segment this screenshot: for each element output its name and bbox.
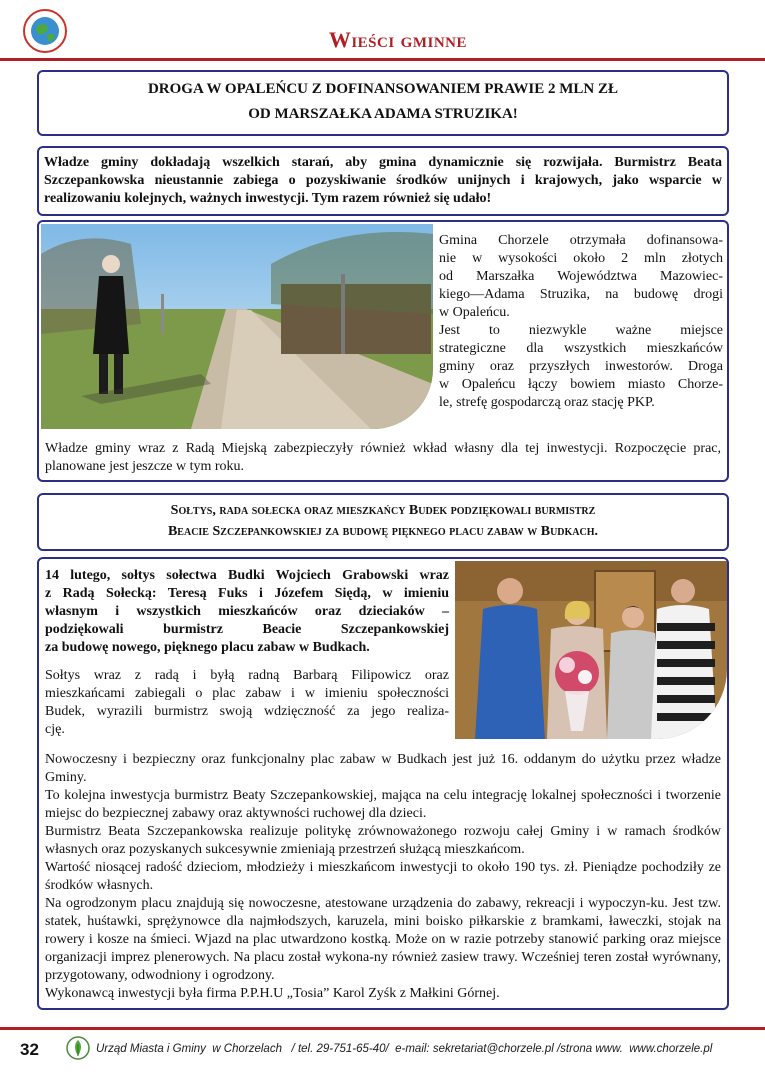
article2-lead-line: 14 lutego, sołtys sołectwa Budki Wojciech Grabowski wraz	[45, 568, 449, 583]
article2-paragraph: Nowoczesny i bezpieczny oraz funkcjonalny plac zabaw w Budkach jest już 16. oddanym do użytku przez władze Gminy.	[45, 752, 721, 785]
article1-body-line: gminy oraz przyszłych inwestorów. Droga	[439, 359, 723, 374]
article2-lead-line: własnym i wszystkich mieszkańców oraz dzieciaków –	[45, 604, 449, 619]
footer-logo-icon	[66, 1036, 90, 1060]
article1-body	[439, 232, 723, 412]
article1-body-line: Jest to niezwykle ważne miejsce	[439, 323, 723, 338]
group-photo	[455, 561, 727, 739]
article1-lead-box	[37, 146, 729, 216]
article1-headline-line2: OD MARSZAŁKA ADAMA STRUZIKA!	[248, 106, 518, 122]
article1-body-line: w Opaleńcu.	[439, 305, 510, 320]
article2-para1-line: Sołtys wraz z radą i byłą radną Barbarą Filipowicz oraz	[45, 668, 449, 683]
header-rule	[0, 58, 765, 61]
article2-body-box	[37, 557, 729, 1010]
header-logo	[22, 8, 68, 54]
article2-para1-line: cję.	[45, 722, 65, 737]
article2-lead-line: z Radą Sołecką: Teresą Fuks i Józefem Siędą, w imieniu	[45, 586, 449, 601]
article2-paragraph: Burmistrz Beata Szczepankowska realizuje politykę zrównoważonego rozwoju całej Gminy i w ramach środków własnych oraz pozyskanych sukcesywnie zmieniają przestrzeń służącą mieszkańcom.	[45, 824, 721, 857]
article1-body-line: strategiczne dla wszystkich mieszkańców	[439, 341, 723, 356]
article1-body-line: kiego—Adama Struzika, na budowę drogi	[439, 287, 723, 302]
article1-body-line: nie w wysokości około 2 mln złotych	[439, 251, 723, 266]
article2-para1	[45, 667, 449, 739]
article2-paragraph: Wykonawcą inwestycji była firma P.P.H.U „Tosia” Karol Zyśk z Małkini Górnej.	[45, 986, 500, 1001]
article1-headline-line1: DROGA W OPALEŃCU Z DOFINANSOWANIEM PRAWIE 2 MLN ZŁ	[147, 81, 619, 97]
article2-lead-line: za budowę nowego, pięknego placu zabaw w Budkach.	[45, 640, 370, 655]
footer-contact: Urząd Miasta i Gminy w Chorzelach / tel. 29-751-65-40/ e-mail: sekretariat@chorzele.pl /strona www. www.chorzele.pl	[96, 1043, 713, 1055]
article2-lead	[45, 567, 449, 657]
article1-body-line: od Marszałka Województwa Mazowiec-	[439, 269, 723, 284]
article2-headline-line1: Sołtys, rada sołecka oraz mieszkańcy Budek podziękowali burmistrz	[170, 503, 596, 518]
article2-para1-line: Budek, wyrazili burmistrz swoją wdzięczność za jego realiza-	[45, 704, 449, 719]
section-title: Wieści gminne	[328, 27, 467, 52]
article1-lead: Władze gminy dokładają wszelkich starań, aby gmina dynamicznie się rozwijała. Burmistrz Beata Szczepankowska nieustannie zabiega o pozyskiwanie środków unijnych i krajowych, jako wsparcie w realizowaniu kolejnych, ważnych inwestycji. Tym razem również się udało!	[44, 155, 722, 206]
article2-paragraph: Na ogrodzonym placu znajdują się nowoczesne, atestowane urządzenia do zabawy, rekreacji i wypoczyn-ku. Jest tzw. statek, huśtawki, sprężynowce dla najmłodszych, karuzela, mini boisko piłkarskie z bramkami, ławeczki, stojak na rowery i kosze na śmieci. Wjazd na plac utwardzono kostką. Może on w razie potrzeby stanowić parking oraz miejsce organizacji imprez plenerowych. Na placu został wykona-ny również zasiew trawy. Wcześniej teren został wyrównany, przygotowany, odwodniony i ogrodzony.	[45, 896, 721, 983]
article2-paragraph: To kolejna inwestycja burmistrz Beaty Szczepankowskiej, mająca na celu integrację lokalnej społeczności i tworzenie miejsc do bezpiecznej zabawy oraz aktywności ruchowej dla dzieci.	[45, 788, 721, 821]
article2-paragraphs	[45, 751, 721, 1003]
page-number: 32	[20, 1040, 39, 1059]
article1-body-box	[37, 220, 729, 482]
article1-body-line: le, strefę gospodarczą oraz stację PKP.	[439, 395, 655, 410]
road-photo	[41, 224, 433, 429]
article1-closing: Władze gminy wraz z Radą Miejską zabezpieczyły również wkład własny dla tej inwestycji. Rozpoczęcie prac, planowane jest jeszcze w tym roku.	[45, 441, 721, 474]
article1-body-line: Gmina Chorzele otrzymała dofinansowa-	[439, 233, 723, 248]
footer-rule	[0, 1027, 765, 1030]
article2-para1-line: mieszkańcami zabiegali o plac zabaw i w imieniu społeczności	[45, 686, 449, 701]
article1-body-line: w Opaleńcu łączy bowiem miasto Chorze-	[439, 377, 723, 392]
article1-headline-box	[37, 70, 729, 136]
article2-paragraph: Wartość niosącej radość dzieciom, młodzieży i mieszkańcom inwestycji to około 190 tys. zł. Pieniądze pochodziły ze środków własnych.	[45, 860, 721, 893]
article2-headline-line2: Beacie Szczepankowskiej za budowę pięknego placu zabaw w Budkach.	[167, 524, 599, 539]
article2-lead-line: podziękowali burmistrz Beacie Szczepankowskiej	[45, 622, 449, 637]
article2-headline-box	[37, 493, 729, 551]
